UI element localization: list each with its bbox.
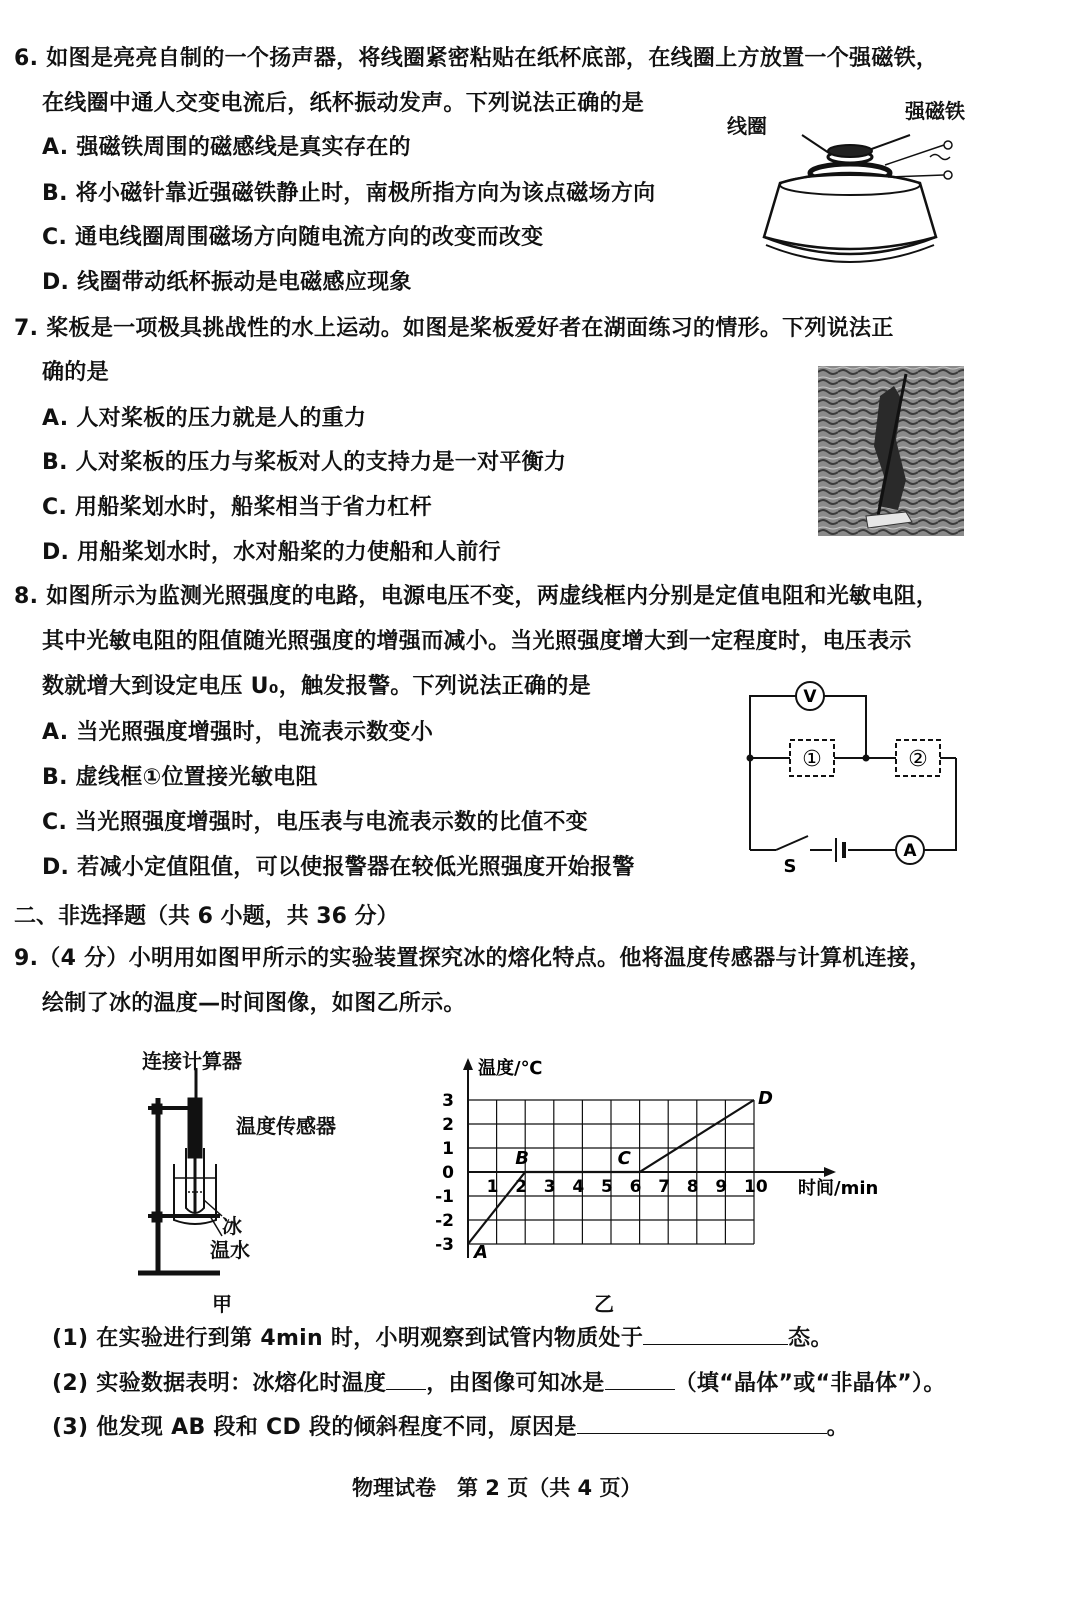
q9-sub3	[52, 1411, 849, 1443]
x-tick-label: 7	[658, 1177, 671, 1197]
q6-stem-line1: 6. 如图是亮亮自制的一个扬声器，将线圈紧密粘贴在纸杯底部，在线圈上方放置一个强磁铁，	[14, 46, 939, 71]
q9-sub3-tail: 。	[826, 1415, 849, 1440]
x-tick-label: 8	[686, 1177, 699, 1197]
q9-sub2-blank1[interactable]	[386, 1367, 426, 1390]
x-tick-label: 5	[601, 1177, 613, 1197]
y-axis-title: 温度/℃	[478, 1058, 543, 1079]
y-tick-label: -2	[435, 1211, 454, 1231]
x-tick-label: 1	[486, 1177, 499, 1197]
y-tick-label: 1	[442, 1139, 454, 1159]
q6-option-a: A. 强磁铁周围的磁感线是真实存在的	[42, 135, 411, 160]
chart-caption: 乙	[594, 1292, 614, 1316]
y-tick-label: 2	[442, 1115, 454, 1135]
apparatus-water-label: 温水	[210, 1238, 250, 1262]
q9-sub2-text: (2) 实验数据表明：冰熔化时温度	[52, 1371, 387, 1396]
q9-sub1-tail: 态。	[788, 1326, 833, 1351]
voltmeter-label: V	[803, 687, 817, 707]
point-label-d: D	[758, 1088, 773, 1109]
apparatus-ice-label: 冰	[222, 1214, 242, 1238]
y-tick-label: 0	[442, 1163, 454, 1183]
q9-sub2-tail: （填“晶体”或“非晶体”）。	[674, 1371, 946, 1396]
q6-option-c: C. 通电线圈周围磁场方向随电流方向的改变而改变	[42, 225, 544, 250]
apparatus-caption: 甲	[212, 1292, 232, 1316]
point-label-c: C	[617, 1148, 631, 1169]
x-axis-title: 时间/min	[798, 1178, 879, 1199]
x-tick-label: 2	[515, 1177, 528, 1197]
q7-stem-line1: 7. 桨板是一项极具挑战性的水上运动。如图是桨板爱好者在湖面练习的情形。下列说法正	[14, 316, 894, 341]
q8-option-a: A. 当光照强度增强时，电流表示数变小	[42, 720, 434, 745]
y-tick-label: -3	[435, 1235, 454, 1255]
page-footer: 物理试卷 第 2 页（共 4 页）	[352, 1476, 642, 1500]
q9-sub1-text: (1) 在实验进行到第 4min 时，小明观察到试管内物质处于	[52, 1326, 644, 1351]
y-axis-arrow	[463, 1058, 473, 1070]
q9-sub2	[52, 1367, 946, 1399]
x-axis-arrow	[824, 1167, 836, 1177]
q9-stem-line1: 9.（4 分）小明用如图甲所示的实验装置探究冰的熔化特点。他将温度传感器与计算机连接，	[14, 946, 932, 971]
q7-option-a: A. 人对桨板的压力就是人的重力	[42, 406, 367, 431]
q7-stem-line2: 确的是	[42, 360, 109, 385]
q9-sub3-blank[interactable]	[577, 1411, 827, 1434]
q9-sub1-blank[interactable]	[643, 1322, 788, 1345]
q6-option-d: D. 线圈带动纸杯振动是电磁感应现象	[42, 270, 412, 295]
x-tick-label: 10	[744, 1177, 768, 1197]
apparatus-sensor-label: 温度传感器	[236, 1114, 336, 1138]
y-tick-label: 3	[442, 1091, 454, 1111]
q8-stem-line1: 8. 如图所示为监测光照强度的电路，电源电压不变，两虚线框内分别是定值电阻和光敏电阻，	[14, 584, 939, 609]
x-tick-label: 4	[572, 1177, 585, 1197]
q8-option-c: C. 当光照强度增强时，电压表与电流表示数的比值不变	[42, 810, 588, 835]
q9-sub1	[52, 1322, 833, 1354]
q8-stem-line3: 数就增大到设定电压 U₀，触发报警。下列说法正确的是	[42, 674, 591, 699]
paddleboard-photo	[818, 366, 964, 536]
x-tick-label: 3	[543, 1177, 556, 1197]
box2-label: ②	[908, 747, 928, 772]
q7-option-d: D. 用船桨划水时，水对船桨的力使船和人前行	[42, 540, 501, 565]
q9-sub2-mid: ，由图像可知冰是	[426, 1371, 605, 1396]
temperature-time-chart	[420, 1050, 900, 1290]
q7-option-c: C. 用船桨划水时，船桨相当于省力杠杆	[42, 495, 432, 520]
switch-label: S	[783, 856, 797, 877]
q6-fig-magnet-label: 强磁铁	[905, 99, 965, 123]
point-label-b: B	[515, 1148, 529, 1169]
point-label-a: A	[474, 1242, 488, 1263]
q9-stem-line2: 绘制了冰的温度—时间图像，如图乙所示。	[42, 991, 466, 1016]
ammeter-label: A	[903, 841, 917, 861]
q9-sub2-blank2[interactable]	[605, 1367, 675, 1390]
q8-stem-line2: 其中光敏电阻的阻值随光照强度的增强而减小。当光照强度增大到一定程度时，电压表示	[42, 629, 912, 654]
x-tick-label: 6	[629, 1177, 642, 1197]
q8-option-d: D. 若减小定值阻值，可以使报警器在较低光照强度开始报警	[42, 855, 635, 880]
section2-heading: 二、非选择题（共 6 小题，共 36 分）	[14, 904, 399, 929]
q7-option-b: B. 人对桨板的压力与桨板对人的支持力是一对平衡力	[42, 450, 567, 475]
q8-option-b: B. 虚线框①位置接光敏电阻	[42, 765, 318, 790]
q6-fig-coil-label: 线圈	[727, 114, 767, 138]
q6-stem-line2: 在线圈中通人交变电流后，纸杯振动发声。下列说法正确的是	[42, 91, 645, 116]
y-tick-label: -1	[435, 1187, 454, 1207]
q6-option-b: B. 将小磁针靠近强磁铁静止时，南极所指方向为该点磁场方向	[42, 181, 656, 206]
x-tick-label: 9	[715, 1177, 728, 1197]
circuit-diagram	[740, 680, 970, 880]
apparatus-connect-label: 连接计算器	[142, 1049, 242, 1073]
q9-sub3-text: (3) 他发现 AB 段和 CD 段的倾斜程度不同，原因是	[52, 1415, 577, 1440]
box1-label: ①	[802, 747, 822, 772]
